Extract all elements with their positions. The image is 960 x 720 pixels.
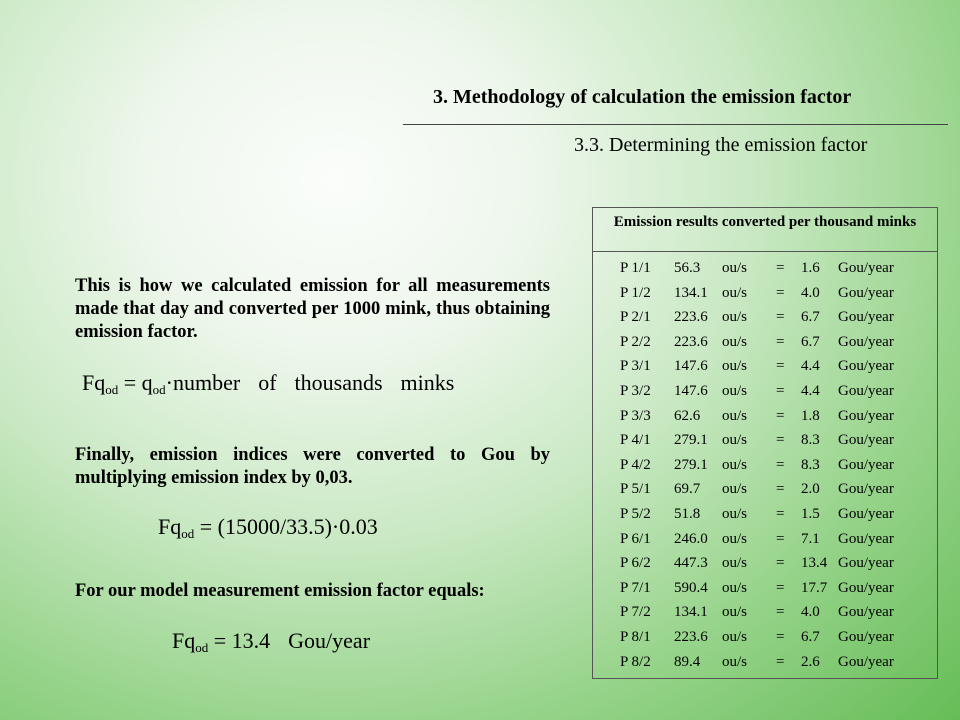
table-row [593, 334, 937, 359]
table-row [593, 358, 937, 383]
row-result: 6.7 [801, 628, 820, 645]
row-equals: = [776, 481, 785, 498]
table-row [593, 383, 937, 408]
row-unit-ou: ou/s [722, 530, 748, 547]
row-equals: = [776, 358, 785, 375]
row-id: P 7/2 [620, 604, 651, 621]
row-value: 56.3 [674, 260, 701, 276]
row-unit-ou: ou/s [722, 505, 748, 522]
formula3-lhs: Fq [172, 628, 196, 653]
row-result: 2.6 [801, 653, 820, 670]
row-equals: = [776, 653, 785, 670]
row-unit-ou: ou/s [722, 407, 748, 424]
table-rows [593, 260, 937, 678]
table-header: Emission results converted per thousand minks [593, 208, 937, 252]
row-result: 4.0 [801, 604, 820, 621]
paragraph-result: For our model measurement emission factor equals: [75, 581, 485, 601]
row-value: 134.1 [674, 284, 708, 301]
row-id: P 3/3 [620, 407, 651, 424]
row-value: 590.4 [674, 579, 708, 596]
emission-results-table [592, 207, 938, 679]
row-unit-ou: ou/s [722, 579, 748, 596]
row-value: 447.3 [674, 555, 708, 572]
row-unit-gou: Gou/year [838, 579, 894, 596]
row-value: 279.1 [674, 456, 708, 473]
row-unit-gou: Gou/year [838, 358, 894, 375]
table-row [593, 555, 937, 580]
row-unit-ou: ou/s [722, 382, 748, 399]
row-value: 223.6 [674, 628, 708, 645]
row-id: P 6/1 [620, 530, 651, 547]
row-equals: = [776, 628, 785, 645]
row-id: P 8/1 [620, 628, 651, 645]
row-value: 69.7 [674, 481, 701, 498]
row-value: 223.6 [674, 309, 708, 326]
row-id: P 4/1 [620, 432, 651, 449]
table-row [593, 580, 937, 605]
row-equals: = [776, 432, 785, 449]
table-row [593, 654, 937, 679]
row-value: 51.8 [674, 505, 701, 522]
row-result: 1.5 [801, 505, 820, 522]
formula2-lhs: Fq [158, 514, 182, 539]
row-unit-gou: Gou/year [838, 284, 894, 301]
row-equals: = [776, 284, 785, 301]
row-value: 147.6 [674, 358, 708, 375]
row-result: 4.4 [801, 358, 820, 375]
formula-eq: = [118, 370, 142, 395]
title-divider [403, 124, 948, 125]
row-id: P 2/2 [620, 333, 651, 350]
row-unit-gou: Gou/year [838, 407, 894, 424]
row-result: 8.3 [801, 456, 820, 473]
formula2-rhs: = (15000/33.5)·0.03 [194, 514, 378, 539]
formula-result [172, 628, 370, 656]
table-row [593, 629, 937, 654]
formula-conversion [158, 514, 378, 542]
row-unit-gou: Gou/year [838, 382, 894, 399]
row-result: 6.7 [801, 333, 820, 350]
row-unit-gou: Gou/year [838, 309, 894, 326]
row-unit-ou: ou/s [722, 333, 748, 350]
row-equals: = [776, 407, 785, 424]
row-result: 17.7 [801, 579, 828, 596]
row-equals: = [776, 333, 785, 350]
row-equals: = [776, 530, 785, 547]
formula-emission-factor [82, 370, 454, 398]
row-unit-ou: ou/s [722, 432, 748, 449]
row-unit-gou: Gou/year [838, 555, 894, 572]
table-row [593, 408, 937, 433]
formula-word-minks: minks [400, 370, 455, 395]
slide-title: 3. Methodology of calculation the emission factor [433, 86, 852, 108]
row-result: 4.0 [801, 284, 820, 301]
row-value: 134.1 [674, 604, 708, 621]
formula-word-of: of [258, 370, 277, 395]
row-value: 147.6 [674, 382, 708, 399]
slide-subtitle: 3.3. Determining the emission factor [574, 134, 868, 156]
row-id: P 5/2 [620, 505, 651, 522]
row-result: 7.1 [801, 530, 820, 547]
table-row [593, 309, 937, 334]
row-value: 89.4 [674, 653, 701, 670]
row-result: 4.4 [801, 382, 820, 399]
formula-q: q [141, 370, 153, 395]
row-result: 13.4 [801, 555, 828, 572]
row-unit-ou: ou/s [722, 628, 748, 645]
row-unit-ou: ou/s [722, 358, 748, 375]
row-id: P 5/1 [620, 481, 651, 498]
row-id: P 6/2 [620, 555, 651, 572]
row-equals: = [776, 456, 785, 473]
row-result: 1.8 [801, 407, 820, 424]
row-unit-gou: Gou/year [838, 456, 894, 473]
row-result: 2.0 [801, 481, 820, 498]
formula3-unit: Gou/year [288, 628, 371, 653]
row-unit-ou: ou/s [722, 604, 748, 621]
row-equals: = [776, 382, 785, 399]
table-row [593, 260, 937, 285]
table-row [593, 481, 937, 506]
row-equals: = [776, 579, 785, 596]
formula2-lhs-sub: od [181, 526, 195, 541]
row-value: 246.0 [674, 530, 708, 547]
row-id: P 1/1 [620, 260, 651, 276]
row-result: 8.3 [801, 432, 820, 449]
formula-q-sub: od [152, 382, 166, 397]
row-id: P 7/1 [620, 579, 651, 596]
row-unit-ou: ou/s [722, 555, 748, 572]
table-row [593, 604, 937, 629]
row-id: P 1/2 [620, 284, 651, 301]
row-id: P 8/2 [620, 653, 651, 670]
table-row [593, 506, 937, 531]
row-unit-gou: Gou/year [838, 481, 894, 498]
row-equals: = [776, 260, 785, 276]
formula-lhs-sub: od [105, 382, 119, 397]
row-unit-gou: Gou/year [838, 653, 894, 670]
row-result: 6.7 [801, 309, 820, 326]
table-row [593, 531, 937, 556]
row-result: 1.6 [801, 260, 820, 276]
row-id: P 3/1 [620, 358, 651, 375]
row-equals: = [776, 604, 785, 621]
formula-lhs: Fq [82, 370, 106, 395]
row-unit-ou: ou/s [722, 456, 748, 473]
row-id: P 4/2 [620, 456, 651, 473]
row-unit-gou: Gou/year [838, 628, 894, 645]
row-equals: = [776, 309, 785, 326]
row-value: 62.6 [674, 407, 701, 424]
row-unit-gou: Gou/year [838, 333, 894, 350]
row-unit-gou: Gou/year [838, 505, 894, 522]
row-unit-gou: Gou/year [838, 260, 894, 276]
row-unit-ou: ou/s [722, 309, 748, 326]
row-id: P 3/2 [620, 382, 651, 399]
paragraph-conversion: Finally, emission indices were converted to Gou by multiplying emission index by 0,03. [75, 445, 550, 488]
table-row [593, 432, 937, 457]
formula-word-thousands: thousands [294, 370, 383, 395]
row-unit-gou: Gou/year [838, 530, 894, 547]
formula3-lhs-sub: od [195, 640, 209, 655]
row-unit-gou: Gou/year [838, 432, 894, 449]
row-equals: = [776, 555, 785, 572]
row-equals: = [776, 505, 785, 522]
paragraph-calculation: This is how we calculated emission for all measurements made that day and converted per 1000 mink, thus obtaining emission factor. [75, 276, 550, 342]
row-value: 223.6 [674, 333, 708, 350]
row-value: 279.1 [674, 432, 708, 449]
row-unit-ou: ou/s [722, 653, 748, 670]
formula-word-number: ·number [165, 370, 241, 395]
row-unit-ou: ou/s [722, 481, 748, 498]
formula3-rhs: = 13.4 [208, 628, 271, 653]
row-unit-gou: Gou/year [838, 604, 894, 621]
table-row [593, 457, 937, 482]
table-row [593, 285, 937, 310]
row-unit-ou: ou/s [722, 260, 748, 276]
row-id: P 2/1 [620, 309, 651, 326]
row-unit-ou: ou/s [722, 284, 748, 301]
